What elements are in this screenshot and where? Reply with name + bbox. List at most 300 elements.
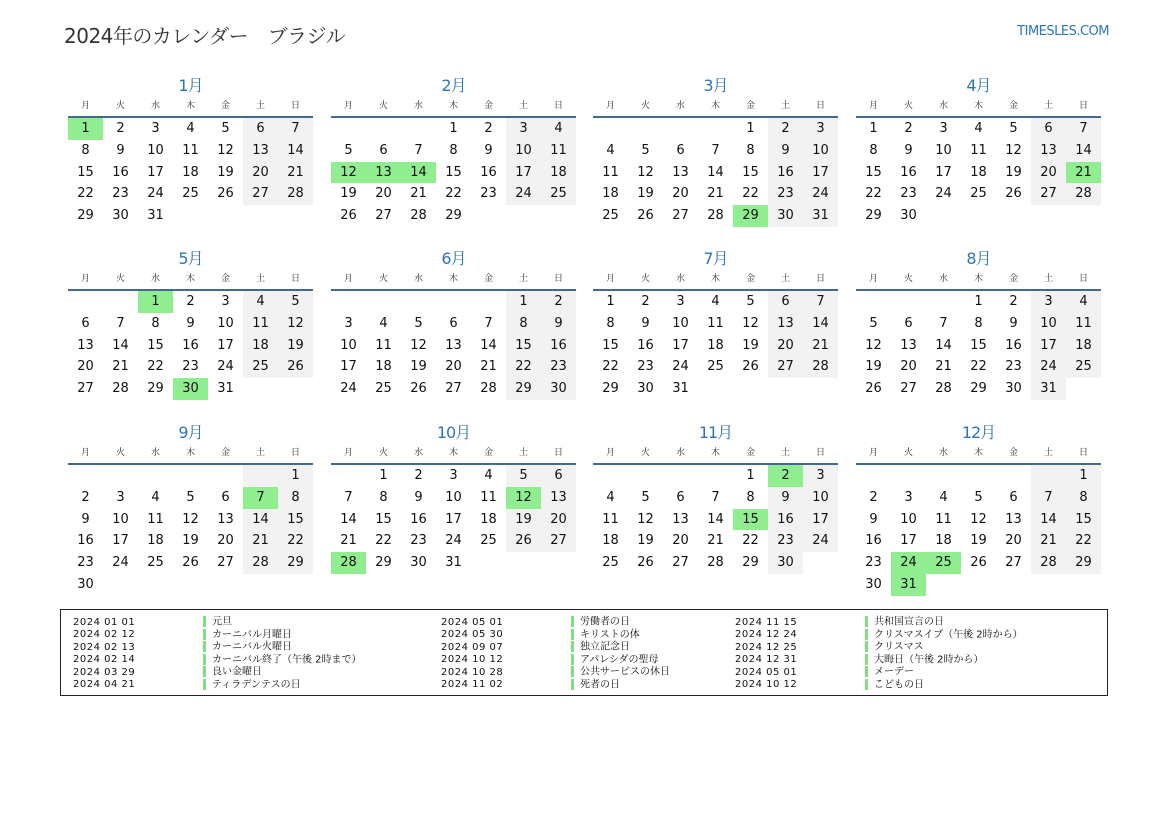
holiday-name: メーデー [874,666,914,678]
day-cell: 4 [379,315,388,331]
weekday-header [856,270,1101,291]
weekday-label: 木 [448,101,458,111]
day-cell: 18 [970,164,987,180]
day-cell: 16 [410,511,427,527]
month-name: 1月 [178,76,203,95]
weekday-label: 月 [343,101,353,111]
weekday-header [856,97,1101,118]
day-cell: 20 [445,359,462,375]
holiday-row [735,654,1023,667]
day-cell: 21 [243,530,278,552]
holiday-row [441,654,670,667]
day-cell: 23 [768,530,803,552]
empty-cell [138,465,173,487]
day-cell: 7 [484,315,493,331]
day-cell: 30 [410,555,427,571]
day-cell: 14 [112,337,129,353]
day-cell: 15 [506,335,541,357]
weekday-label: 木 [185,274,195,284]
empty-cell [926,291,961,313]
day-cell: 29 [445,208,462,224]
day-cell: 12 [637,511,654,527]
day-cell: 31 [217,381,234,397]
day-cell: 4 [606,142,615,158]
weekday-label: 火 [903,101,913,111]
day-cell: 28 [1066,183,1101,205]
day-grid [68,291,313,400]
holiday-date: 2024 04 21 [73,679,136,691]
holiday-name: クリスマスイブ（午後 2時から） [874,629,1023,641]
empty-cell [366,291,401,313]
day-cell: 3 [1031,291,1066,313]
holiday-name: クリスマス [874,641,924,653]
empty-cell [891,291,926,313]
day-cell: 20 [1005,533,1022,549]
holiday-day-cell: 2 [768,465,803,487]
holiday-list [60,609,1108,696]
weekday-header [68,97,313,118]
holiday-name: 良い金曜日 [212,666,262,678]
day-cell: 28 [935,381,952,397]
day-cell: 20 [1031,162,1066,184]
weekday-label: 土 [255,448,265,458]
holiday-marker [203,679,206,690]
day-cell: 7 [278,118,313,140]
holiday-date: 2024 12 24 [735,629,798,641]
weekday-label: 土 [255,274,265,284]
day-cell: 30 [900,208,917,224]
day-cell: 11 [147,511,164,527]
day-cell: 19 [410,359,427,375]
day-cell: 19 [340,186,357,202]
day-cell: 8 [278,487,313,509]
weekday-header [593,97,838,118]
day-cell: 26 [182,555,199,571]
day-cell: 4 [243,291,278,313]
holiday-day-cell: 21 [1066,162,1101,184]
month-block [593,75,838,227]
day-cell: 24 [506,183,541,205]
weekday-label: 水 [150,448,160,458]
month-name: 8月 [966,249,991,268]
day-cell: 26 [637,555,654,571]
weekday-label: 土 [255,101,265,111]
day-cell: 10 [672,315,689,331]
day-cell: 10 [935,142,952,158]
day-cell: 3 [939,121,948,136]
day-cell: 20 [217,533,234,549]
weekday-label: 月 [80,448,90,458]
day-cell: 16 [637,337,654,353]
weekday-label: 日 [553,274,563,284]
day-cell: 6 [1009,489,1018,505]
day-cell: 18 [1066,335,1101,357]
day-cell: 27 [541,530,576,552]
day-cell: 21 [410,186,427,202]
day-cell: 26 [637,208,654,224]
empty-cell [243,465,278,487]
day-cell: 23 [900,186,917,202]
empty-cell [926,465,961,487]
day-cell: 7 [1031,487,1066,509]
day-cell: 15 [865,164,882,180]
day-cell: 30 [112,208,129,224]
month-name: 9月 [178,423,203,442]
holiday-date: 2024 09 07 [441,641,504,653]
day-cell: 14 [803,313,838,335]
day-cell: 6 [541,465,576,487]
empty-cell [103,291,138,313]
day-cell: 24 [112,555,129,571]
day-cell: 19 [742,337,759,353]
holiday-marker [571,629,574,640]
day-cell: 14 [340,511,357,527]
day-cell: 5 [344,142,353,158]
holiday-marker [865,666,868,677]
holiday-date: 2024 11 02 [441,679,504,691]
day-cell: 9 [768,140,803,162]
day-cell: 14 [935,337,952,353]
day-cell: 25 [602,208,619,224]
day-cell: 1 [506,291,541,313]
weekday-label: 月 [80,274,90,284]
day-cell: 26 [865,381,882,397]
day-cell: 18 [243,335,278,357]
day-cell: 11 [182,142,199,158]
day-cell: 15 [375,511,392,527]
empty-cell [663,465,698,487]
day-cell: 2 [81,489,90,505]
day-cell: 30 [768,552,803,574]
day-cell: 5 [414,315,423,331]
holiday-row [73,654,362,667]
weekday-label: 金 [220,101,230,111]
day-cell: 8 [869,142,878,158]
month-name: 12月 [961,423,996,442]
weekday-label: 火 [115,274,125,284]
empty-cell [173,465,208,487]
day-cell: 25 [1066,356,1101,378]
day-cell: 7 [711,489,720,505]
day-cell: 13 [445,337,462,353]
day-cell: 13 [541,487,576,509]
day-cell: 17 [217,337,234,353]
day-cell: 6 [768,291,803,313]
weekday-label: 水 [150,274,160,284]
day-cell: 20 [375,186,392,202]
month-name: 3月 [703,76,728,95]
holiday-date: 2024 12 25 [735,641,798,653]
weekday-label: 木 [973,101,983,111]
brand-logo[interactable]: TIMESLES.COM [1017,24,1109,39]
day-cell: 24 [672,359,689,375]
day-cell: 11 [375,337,392,353]
day-cell: 8 [1066,487,1101,509]
holiday-day-cell: 1 [68,118,103,140]
day-cell: 3 [506,118,541,140]
day-cell: 16 [768,162,803,184]
day-cell: 11 [480,489,497,505]
day-cell: 10 [803,487,838,509]
day-grid [856,291,1101,400]
day-cell: 25 [707,359,724,375]
day-cell: 15 [445,164,462,180]
holiday-marker [203,616,206,627]
day-cell: 7 [939,315,948,331]
day-cell: 11 [602,511,619,527]
day-cell: 21 [480,359,497,375]
day-cell: 14 [1031,509,1066,531]
day-cell: 6 [449,315,458,331]
holiday-name: 共和国宣言の日 [874,616,944,628]
day-cell: 20 [768,335,803,357]
day-cell: 17 [112,533,129,549]
day-cell: 21 [707,533,724,549]
weekday-label: 金 [1008,101,1018,111]
day-cell: 19 [1005,164,1022,180]
day-cell: 1 [1066,465,1101,487]
holiday-marker [865,679,868,690]
month-block [331,75,576,227]
weekday-header [68,270,313,291]
holiday-row [73,666,362,679]
weekday-label: 日 [815,448,825,458]
holiday-marker [865,654,868,665]
day-cell: 28 [1031,552,1066,574]
day-cell: 25 [480,533,497,549]
day-cell: 17 [672,337,689,353]
day-cell: 18 [480,511,497,527]
day-cell: 23 [541,356,576,378]
day-cell: 1 [606,294,615,309]
day-cell: 15 [742,164,759,180]
holiday-row [73,679,362,692]
day-cell: 14 [243,509,278,531]
day-cell: 23 [182,359,199,375]
day-cell: 6 [676,142,685,158]
holiday-marker [203,654,206,665]
empty-cell [331,291,366,313]
holiday-name: 大晦日（午後 2時から） [874,654,984,666]
day-cell: 18 [182,164,199,180]
day-cell: 9 [116,142,125,158]
weekday-label: 日 [290,274,300,284]
day-cell: 30 [77,576,94,592]
day-cell: 17 [445,511,462,527]
day-cell: 1 [379,468,388,483]
day-cell: 10 [900,511,917,527]
day-cell: 3 [803,465,838,487]
weekday-label: 水 [413,448,423,458]
weekday-label: 月 [868,274,878,284]
weekday-label: 日 [1078,274,1088,284]
day-cell: 7 [1066,118,1101,140]
day-cell: 27 [1005,555,1022,571]
holiday-date: 2024 03 29 [73,666,136,678]
empty-cell [366,118,401,140]
day-cell: 16 [480,164,497,180]
weekday-label: 水 [675,274,685,284]
day-cell: 3 [221,294,230,309]
empty-cell [628,118,663,140]
day-cell: 2 [904,121,913,136]
day-cell: 4 [939,489,948,505]
day-cell: 14 [480,337,497,353]
day-grid [331,118,576,227]
day-cell: 18 [602,186,619,202]
day-cell: 7 [116,315,125,331]
day-cell: 17 [935,164,952,180]
weekday-label: 土 [518,274,528,284]
weekday-label: 水 [675,101,685,111]
day-cell: 10 [803,140,838,162]
day-cell: 2 [186,294,195,309]
day-cell: 14 [278,140,313,162]
day-cell: 27 [77,381,94,397]
day-cell: 29 [970,381,987,397]
holiday-marker [571,666,574,677]
holiday-row [73,629,362,642]
day-cell: 19 [865,359,882,375]
day-cell: 7 [803,291,838,313]
holiday-row [735,641,1023,654]
day-cell: 16 [182,337,199,353]
day-cell: 26 [340,208,357,224]
month-name: 10月 [436,423,471,442]
weekday-label: 火 [378,274,388,284]
weekday-label: 土 [780,274,790,284]
weekday-label: 月 [343,274,353,284]
holiday-day-cell: 28 [331,552,366,574]
day-cell: 31 [147,208,164,224]
day-cell: 8 [151,315,160,331]
empty-cell [68,291,103,313]
weekday-header [331,97,576,118]
holiday-day-cell: 29 [733,205,768,227]
holiday-date: 2024 10 28 [441,666,504,678]
holiday-day-cell: 24 [891,552,926,574]
day-cell: 5 [1009,121,1018,136]
weekday-label: 水 [413,274,423,284]
day-cell: 31 [803,205,838,227]
holiday-day-cell: 12 [331,162,366,184]
month-block [68,422,313,596]
day-cell: 5 [974,489,983,505]
holiday-marker [571,641,574,652]
day-cell: 30 [1005,381,1022,397]
day-cell: 27 [768,356,803,378]
weekday-label: 月 [605,101,615,111]
holiday-row [73,616,362,629]
holiday-marker [865,629,868,640]
day-grid [593,118,838,227]
day-cell: 6 [379,142,388,158]
holiday-row [441,616,670,629]
day-grid [68,118,313,227]
day-cell: 9 [641,315,650,331]
day-cell: 24 [803,530,838,552]
day-cell: 30 [541,378,576,400]
weekday-label: 火 [640,101,650,111]
holiday-row [735,629,1023,642]
day-cell: 13 [672,164,689,180]
weekday-label: 月 [80,101,90,111]
day-cell: 3 [449,468,458,483]
day-cell: 2 [869,489,878,505]
day-cell: 21 [112,359,129,375]
day-cell: 23 [112,186,129,202]
weekday-label: 火 [378,448,388,458]
day-cell: 19 [970,533,987,549]
holiday-column [735,616,1023,692]
day-cell: 15 [77,164,94,180]
day-cell: 12 [742,315,759,331]
day-cell: 5 [641,489,650,505]
day-cell: 4 [1066,291,1101,313]
day-cell: 12 [182,511,199,527]
holiday-name: 公共サービスの休日 [580,666,670,678]
month-block [331,248,576,400]
weekday-label: 金 [483,448,493,458]
day-cell: 10 [1031,313,1066,335]
holiday-name: ティラデンテスの日 [212,679,301,691]
weekday-label: 日 [815,274,825,284]
day-cell: 25 [147,555,164,571]
day-cell: 23 [1005,359,1022,375]
day-cell: 10 [506,140,541,162]
day-cell: 4 [606,489,615,505]
holiday-date: 2024 10 12 [735,679,798,691]
weekday-label: 木 [185,101,195,111]
day-cell: 24 [340,381,357,397]
day-cell: 23 [865,555,882,571]
day-cell: 22 [865,186,882,202]
day-cell: 4 [711,294,720,309]
day-cell: 23 [480,186,497,202]
day-cell: 11 [1066,313,1101,335]
day-cell: 26 [970,555,987,571]
day-cell: 26 [278,356,313,378]
day-cell: 18 [147,533,164,549]
day-cell: 22 [742,186,759,202]
holiday-day-cell: 7 [243,487,278,509]
day-cell: 12 [278,313,313,335]
weekday-label: 土 [518,101,528,111]
day-cell: 22 [506,356,541,378]
day-cell: 19 [506,509,541,531]
holiday-row [441,641,670,654]
weekday-label: 日 [290,101,300,111]
weekday-header [331,270,576,291]
weekday-label: 木 [710,101,720,111]
holiday-name: 死者の日 [580,679,620,691]
weekday-label: 水 [413,101,423,111]
day-grid [593,291,838,400]
holiday-date: 2024 02 13 [73,641,136,653]
day-cell: 16 [1005,337,1022,353]
holiday-day-cell: 31 [891,574,926,596]
weekday-label: 土 [518,448,528,458]
day-cell: 29 [865,208,882,224]
day-cell: 20 [672,533,689,549]
day-cell: 2 [116,121,125,136]
day-cell: 24 [217,359,234,375]
holiday-date: 2024 02 14 [73,654,136,666]
day-cell: 28 [278,183,313,205]
holiday-name: カーニバル火曜日 [212,641,292,653]
weekday-label: 日 [1078,448,1088,458]
empty-cell [593,118,628,140]
